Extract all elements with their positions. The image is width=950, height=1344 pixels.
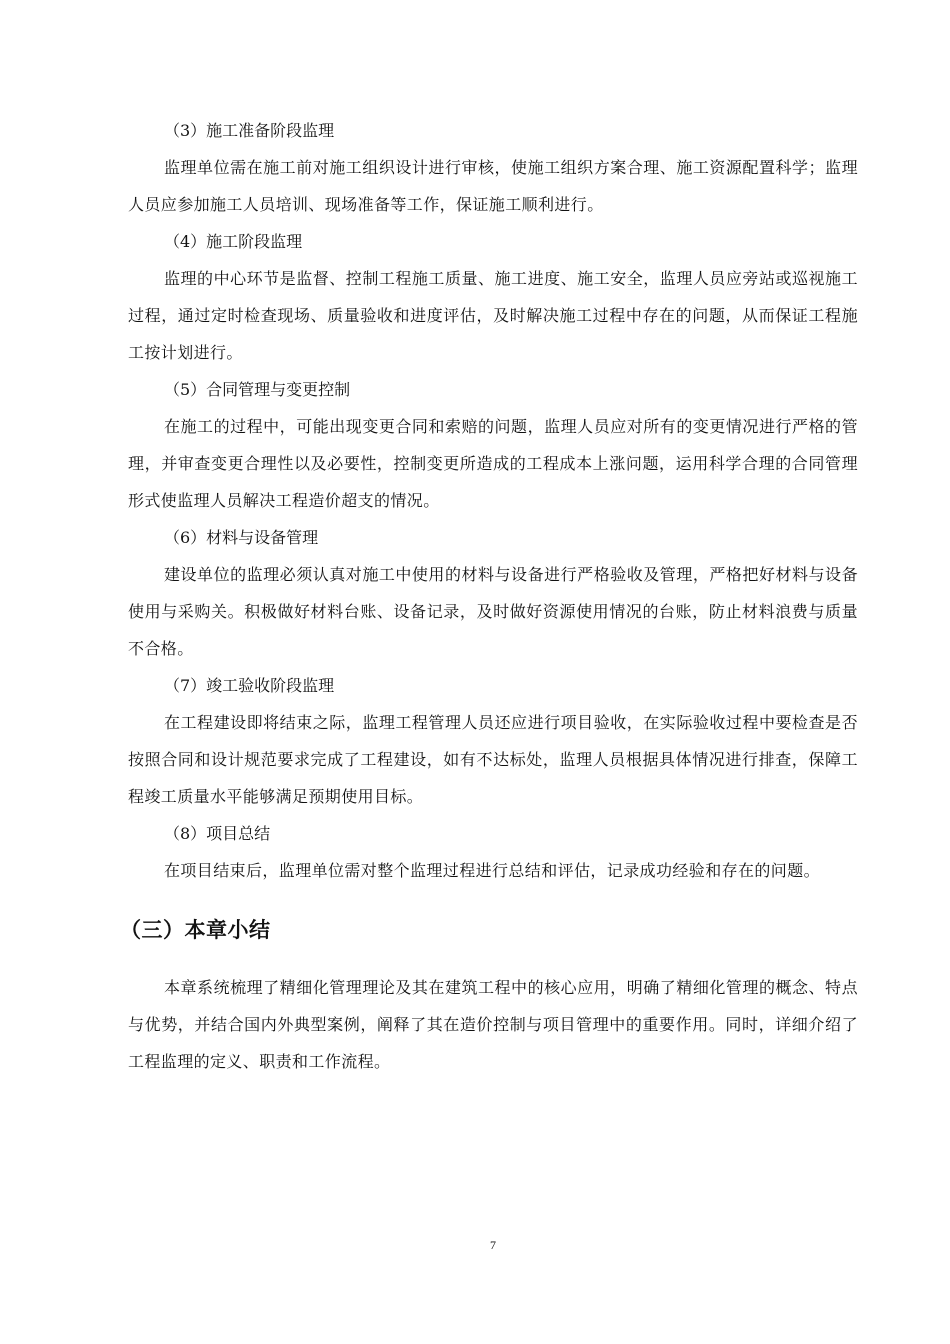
- subhead-project-summary: （8）项目总结: [164, 824, 271, 843]
- subhead-construction-prep: （3）施工准备阶段监理: [164, 121, 335, 140]
- paragraph-construction-prep: 监理单位需在施工前对施工组织设计进行审核，使施工组织方案合理、施工资源配置科学；监理人员应参加施工人员培训、现场准备等工作，保证施工顺利进行。: [128, 158, 858, 214]
- paragraph-chapter-summary: 本章系统梳理了精细化管理理论及其在建筑工程中的核心应用，明确了精细化管理的概念、特点与优势，并结合国内外典型案例，阐释了其在造价控制与项目管理中的重要作用。同时，详细介绍了工程监理的定义、职责和工作流程。: [128, 978, 858, 1071]
- paragraph-project-summary: 在项目结束后，监理单位需对整个监理过程进行总结和评估，记录成功经验和存在的问题。: [164, 861, 821, 880]
- page-number: 7: [490, 1238, 496, 1252]
- page-content: [120, 112, 858, 1080]
- paragraph-completion-acceptance: 在工程建设即将结束之际，监理工程管理人员还应进行项目验收，在实际验收过程中要检查是否按照合同和设计规范要求完成了工程建设，如有不达标处，监理人员根据具体情况进行排查，保障工程竣工质量水平能够满足预期使用目标。: [128, 713, 858, 806]
- paragraph-construction-phase: 监理的中心环节是监督、控制工程施工质量、施工进度、施工安全，监理人员应旁站或巡视施工过程，通过定时检查现场、质量验收和进度评估，及时解决施工过程中存在的问题，从而保证工程施工按计划进行。: [128, 269, 858, 362]
- subhead-construction-phase: （4）施工阶段监理: [164, 232, 303, 251]
- subhead-material-equipment: （6）材料与设备管理: [164, 528, 319, 547]
- subhead-completion-acceptance: （7）竣工验收阶段监理: [164, 676, 335, 695]
- paragraph-contract-management: 在施工的过程中，可能出现变更合同和索赔的问题，监理人员应对所有的变更情况进行严格的管理，并审查变更合理性以及必要性，控制变更所造成的工程成本上涨问题，运用科学合理的合同管理形式使监理人员解决工程造价超支的情况。: [128, 417, 858, 510]
- paragraph-material-equipment: 建设单位的监理必须认真对施工中使用的材料与设备进行严格验收及管理，严格把好材料与设备使用与采购关。积极做好材料台账、设备记录，及时做好资源使用情况的台账，防止材料浪费与质量不合格。: [128, 565, 858, 658]
- subhead-contract-management: （5）合同管理与变更控制: [164, 380, 351, 399]
- section-title-chapter-summary: （三）本章小结: [120, 918, 271, 942]
